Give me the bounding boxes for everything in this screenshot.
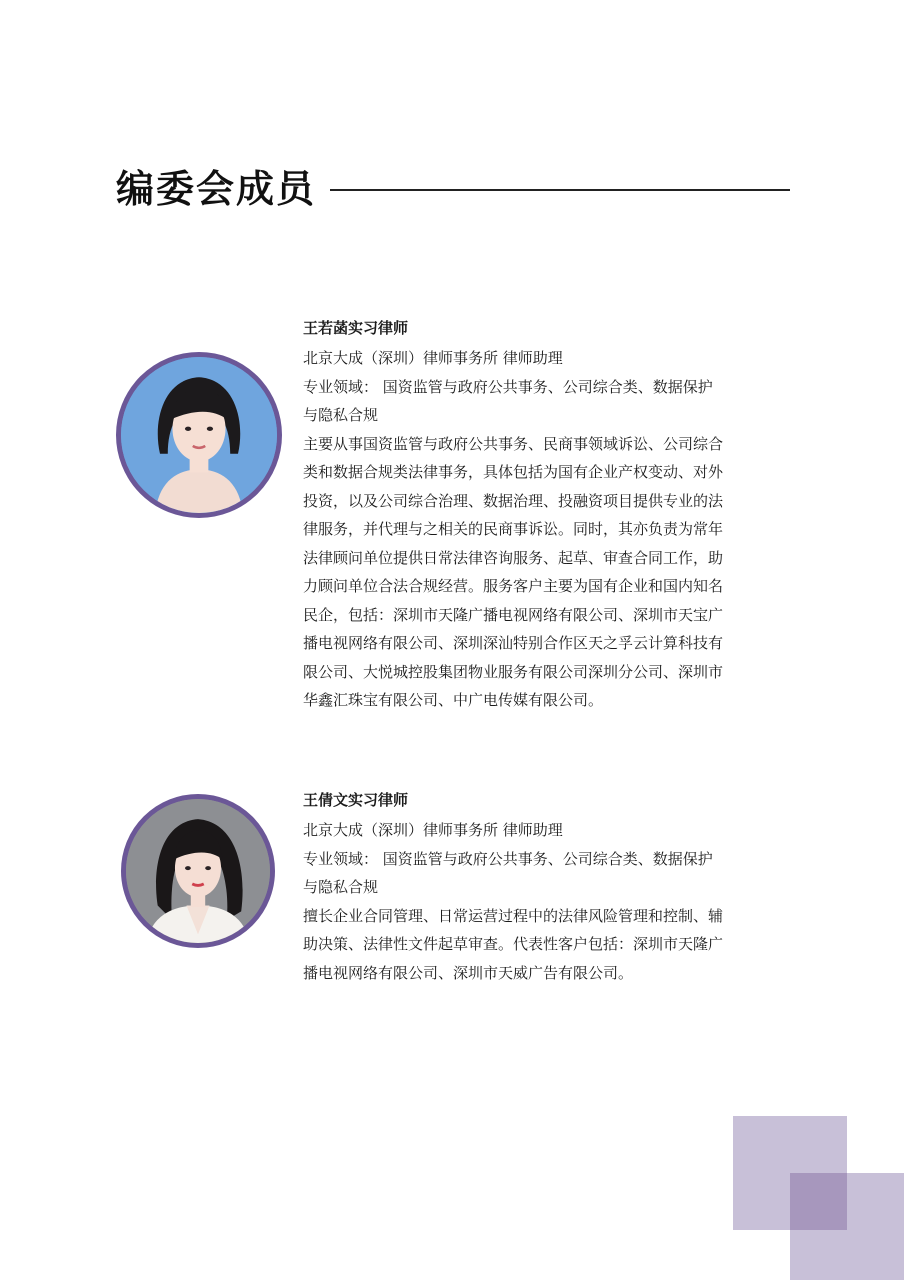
member-bio-line: 投资，以及公司综合治理、数据治理、投融资项目提供专业的法 (303, 491, 724, 510)
member-name: 王倩文实习律师 (303, 791, 409, 809)
member-name: 王若菡实习律师 (303, 319, 409, 337)
member-bio-line: 限公司、大悦城控股集团物业服务有限公司深圳分公司、深圳市 (303, 662, 724, 681)
decor-square-overlap (790, 1173, 847, 1230)
member-photo (121, 794, 275, 948)
member-specialty-line: 专业领域： 国资监管与政府公共事务、公司综合类、数据保护 (303, 849, 713, 868)
member-specialty-line: 与隐私合规 (303, 878, 379, 896)
member-specialty-line: 与隐私合规 (303, 406, 379, 424)
member-bio-line: 类和数据合规类法律事务，具体包括为国有企业产权变动、对外 (303, 463, 724, 481)
member-bio-line: 法律顾问单位提供日常法律咨询服务、起草、审查合同工作，助 (303, 548, 724, 567)
member-bio-line: 民企，包括：深圳市天隆广播电视网络有限公司、深圳市天宝广 (303, 605, 724, 624)
member-bio-line: 播电视网络有限公司、深圳深汕特别合作区天之孚云计算科技有 (303, 634, 724, 652)
page-title: 编委会成员 (116, 166, 317, 211)
member-specialty-line: 专业领域： 国资监管与政府公共事务、公司综合类、数据保护 (303, 377, 713, 396)
member-bio-line: 力顾问单位合法合规经营。服务客户主要为国有企业和国内知名 (303, 577, 724, 595)
member-bio-line: 华鑫汇珠宝有限公司、中广电传媒有限公司。 (303, 691, 604, 709)
member-affiliation: 北京大成（深圳）律师事务所 律师助理 (303, 349, 563, 367)
member-bio-line: 助决策、法律性文件起草审查。代表性客户包括：深圳市天隆广 (303, 935, 724, 953)
member-bio-line: 擅长企业合同管理、日常运营过程中的法律风险管理和控制、辅 (303, 906, 724, 925)
member-bio-line: 主要从事国资监管与政府公共事务、民商事领域诉讼、公司综合 (303, 434, 724, 453)
title-divider (330, 189, 790, 191)
member-bio-line: 播电视网络有限公司、深圳市天威广告有限公司。 (303, 963, 634, 982)
member-bio-line: 律服务，并代理与之相关的民商事诉讼。同时，其亦负责为常年 (303, 520, 724, 538)
member-affiliation: 北京大成（深圳）律师事务所 律师助理 (303, 821, 563, 839)
member-photo (116, 352, 282, 518)
